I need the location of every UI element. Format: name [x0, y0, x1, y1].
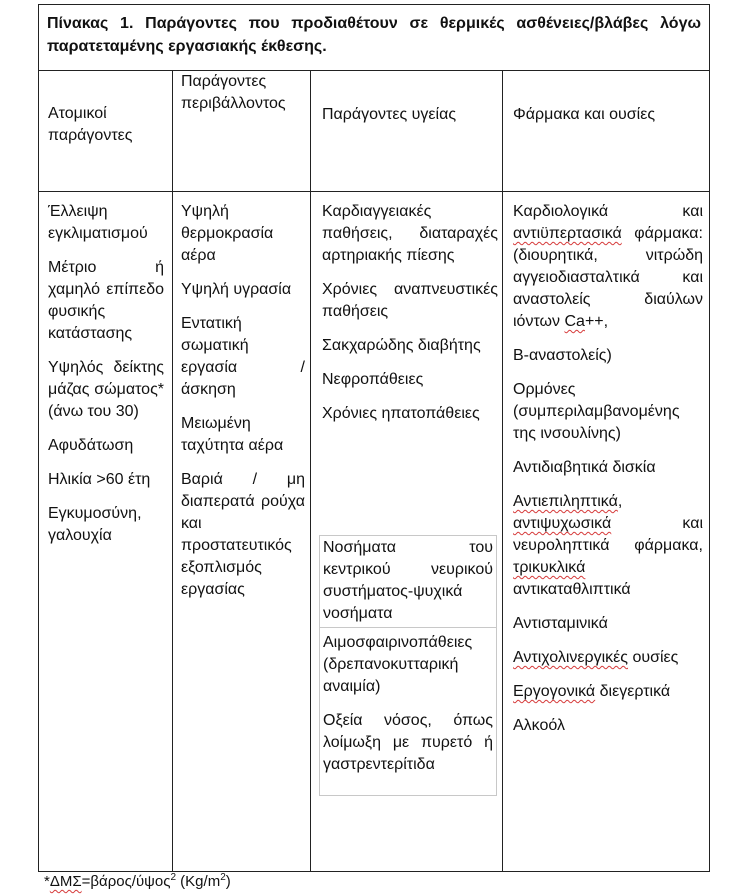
box-divider — [320, 627, 496, 628]
spellcheck-flagged-word: αντιψυχωσικά — [513, 515, 612, 532]
drugs-substances-list — [513, 201, 703, 749]
list-item: Βαριά / μη διαπερατά ρούχα και προστατευτικός εξοπλισμός εργασίας — [181, 471, 305, 598]
list-item: Ηλικία >60 έτη — [48, 471, 151, 488]
environmental-factors-list — [181, 201, 305, 613]
list-item: Εγκυμοσύνη, γαλουχία — [48, 505, 142, 544]
list-item: Εντατική σωματική εργασία / άσκηση — [181, 315, 305, 398]
list-item: Νεφροπάθειες — [322, 371, 424, 388]
spellcheck-flagged-word: Εργογονικά — [513, 683, 596, 700]
header-health-factors: Παράγοντες υγείας — [322, 106, 457, 123]
header-environmental-factors: Παράγοντες περιβάλλοντος — [181, 73, 286, 112]
header-drugs-substances: Φάρμακα και ουσίες — [513, 106, 656, 123]
spellcheck-flagged-word: αντιϋπερτασικά — [513, 225, 622, 242]
list-item: Καρδιαγγειακές παθήσεις, διαταραχές αρτηριακής πίεσης — [322, 203, 498, 264]
list-item: Μέτριο ή χαμηλό επίπεδο φυσικής κατάστασης — [48, 259, 164, 342]
list-item: Νοσήματα του κεντρικού νευρικού συστήματος-ψυχικά νοσήματα — [323, 539, 493, 622]
list-item: Αντιεπιληπτικά, αντιψυχωσικά και νευροληπτικά φάρμακα, τρικυκλικά αντικαταθλιπτικά — [513, 493, 703, 598]
spellcheck-flagged-word: Αντιεπιληπτικά — [513, 493, 618, 510]
list-item: Χρόνιες αναπνευστικές παθήσεις — [322, 281, 498, 320]
list-item: Αλκοόλ — [513, 717, 565, 734]
spellcheck-flagged-word: Ca — [564, 313, 585, 330]
list-item: Οξεία νόσος, όπως λοίμωξη με πυρετό ή γαστρεντερίτιδα — [323, 712, 493, 773]
list-item: Υψηλή υγρασία — [181, 281, 292, 298]
table-footnote: *ΔΜΣ=βάρος/ύψος$^2$ $(Kg/m^2)$ — [44, 872, 231, 890]
health-factors-list — [322, 201, 498, 437]
header-individual-factors: Ατομικοί παράγοντες — [48, 105, 133, 144]
list-item: Μειωμένη ταχύτητα αέρα — [181, 415, 284, 454]
list-item: Εργογονικά διεγερτικά — [513, 683, 671, 700]
spellcheck-flagged-word: τρικυκλικά — [513, 559, 586, 576]
list-item: Αντιχολινεργικές ουσίες — [513, 649, 679, 666]
spellcheck-flagged-word: Αντιχολινεργικές — [513, 649, 629, 666]
list-item: Έλλειψη εγκλιματισμού — [48, 203, 148, 242]
list-item: Ορμόνες (συμπεριλαμβανομένης της ινσουλίνης) — [513, 381, 680, 442]
list-item: Καρδιολογικά και αντιϋπερτασικά φάρμακα: (διουρητικά, νιτρώδη αγγειοδιασταλτικά και αναστολείς διαύλων ιόντων Ca++, — [513, 203, 703, 330]
spellcheck-flagged-word: ΔΜΣ — [49, 873, 82, 890]
list-item: Υψηλή θερμοκρασία αέρα — [181, 203, 274, 264]
list-item: Αιμοσφαιρινοπάθειες (δρεπανοκυτταρική αναιμία) — [323, 634, 473, 695]
list-item: Σακχαρώδης διαβήτης — [322, 337, 481, 354]
list-item: Υψηλός δείκτης μάζας σώματος* (άνω του 30) — [48, 359, 164, 420]
individual-factors-list — [48, 201, 164, 559]
list-item: Αντιδιαβητικά δισκία — [513, 459, 656, 476]
health-factors-box — [319, 535, 497, 796]
list-item: Αφυδάτωση — [48, 437, 134, 454]
list-item: Αντισταμινικά — [513, 615, 608, 632]
factors-table — [38, 4, 710, 872]
list-item: Β-αναστολείς) — [513, 347, 612, 364]
list-item: Χρόνιες ηπατοπάθειες — [322, 405, 480, 422]
table-title: Πίνακας 1. Παράγοντες που προδιαθέτουν σε θερμικές ασθένειες/βλάβες λόγω παρατεταμένης εργασιακής έκθεσης. — [39, 5, 709, 71]
header-row-divider — [39, 191, 709, 192]
